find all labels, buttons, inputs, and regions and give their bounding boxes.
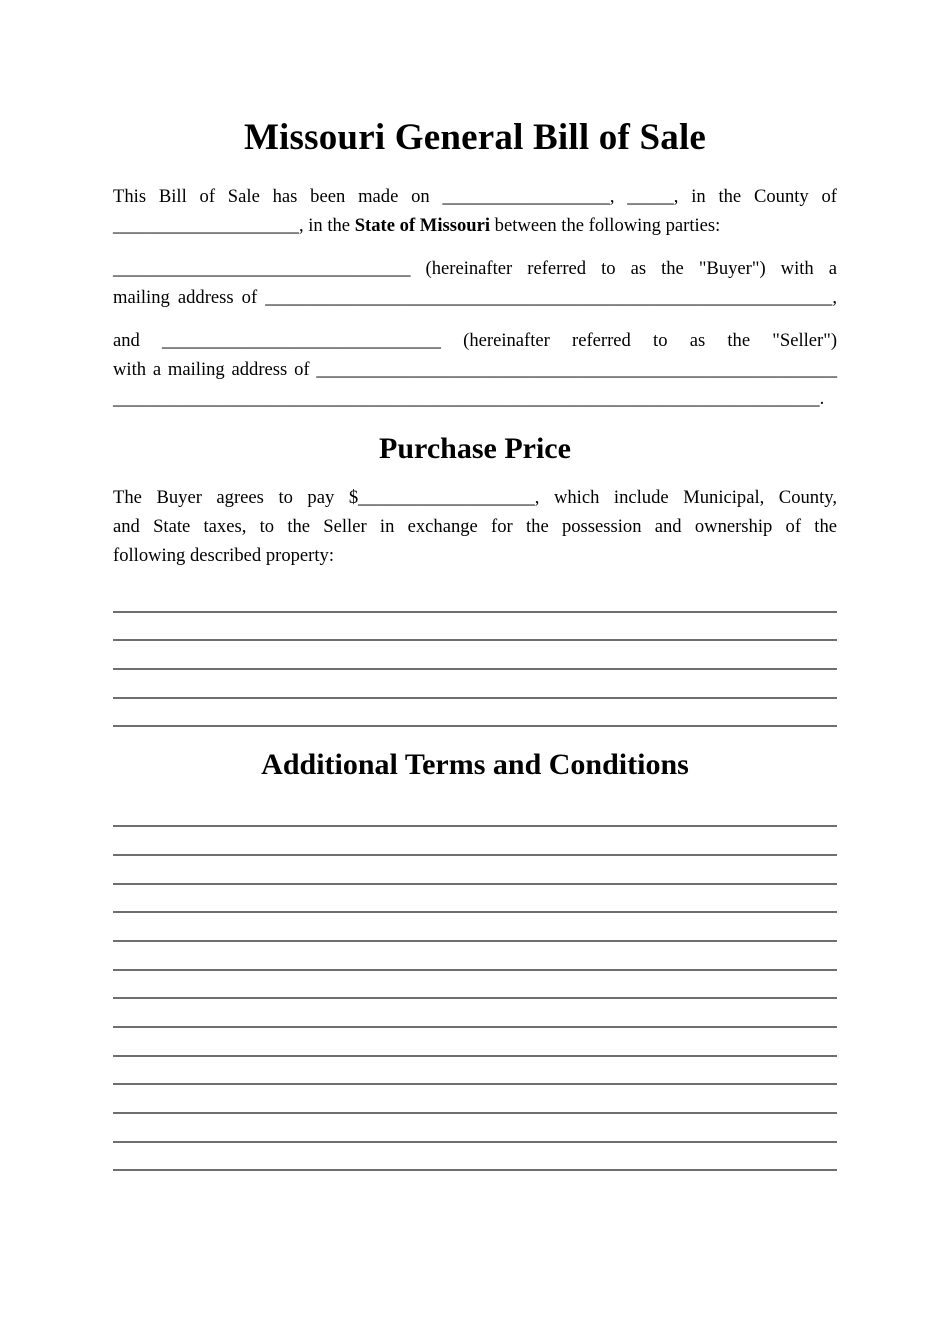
additional-terms-line: [113, 942, 837, 971]
text-segment: between the following parties:: [490, 215, 721, 236]
text-segment: (hereinafter referred to as the "Buyer") with a: [410, 258, 837, 279]
document-title: Missouri General Bill of Sale: [243, 117, 707, 158]
seller-address-blank-1: ________________________________________________________: [316, 359, 837, 380]
text-segment: following described property:: [113, 545, 335, 566]
additional-terms-line: [113, 999, 837, 1028]
paragraph-intro: [113, 182, 837, 240]
text-segment: ,: [832, 287, 837, 308]
text-segment: The Buyer agrees to pay $: [113, 487, 359, 508]
price-blank: ___________________: [358, 487, 535, 508]
additional-terms-line: [113, 885, 837, 914]
paragraph-line: [113, 326, 837, 355]
text-segment: ,: [609, 186, 628, 207]
paragraph-line: [113, 355, 837, 384]
text-segment: with a mailing address of: [113, 359, 317, 380]
year-blank: _____: [627, 186, 674, 207]
text-segment: , which include Municipal, County,: [534, 487, 837, 508]
paragraph-line: [113, 384, 837, 413]
additional-terms-line: [113, 1057, 837, 1086]
additional-terms-line: [113, 1085, 837, 1114]
paragraph-seller: [113, 326, 837, 413]
additional-terms-line: [113, 798, 837, 827]
paragraph-buyer: [113, 254, 837, 312]
paragraph-line: [113, 211, 837, 240]
paragraph-line: [113, 283, 837, 312]
text-segment: State of Missouri: [354, 215, 491, 236]
paragraph-line: [113, 483, 837, 512]
seller-name-blank: ______________________________: [162, 330, 441, 351]
text-segment: , in the: [298, 215, 355, 236]
paragraph-line: [113, 541, 837, 570]
additional-terms-line: [113, 827, 837, 856]
property-description-line: [113, 699, 837, 728]
section-heading-additional-terms: Additional Terms and Conditions: [261, 748, 689, 782]
additional-terms-line: [113, 1114, 837, 1143]
text-segment: mailing address of: [113, 287, 266, 308]
buyer-address-blank: _____________________________________________________________: [265, 287, 833, 308]
buyer-name-blank: ________________________________: [113, 258, 411, 279]
text-segment: , in the County of: [673, 186, 838, 207]
property-description-line: [113, 670, 837, 699]
additional-terms-line: [113, 971, 837, 1000]
paragraph-line: [113, 182, 837, 211]
paragraph-purchase-price: [113, 483, 837, 570]
paragraph-line: [113, 512, 837, 541]
additional-terms-line: [113, 856, 837, 885]
property-description-line: [113, 613, 837, 642]
text-segment: and: [113, 330, 163, 351]
text-segment: and State taxes, to the Seller in exchange for the possession and ownership of the: [113, 516, 837, 537]
property-description-lines: [113, 584, 837, 727]
property-description-line: [113, 641, 837, 670]
text-segment: .: [819, 388, 825, 409]
seller-address-blank-2: ____________________________________________________________________________: [113, 388, 820, 409]
text-segment: (hereinafter referred to as the "Seller"): [440, 330, 838, 351]
additional-terms-line: [113, 1028, 837, 1057]
property-description-line: [113, 584, 837, 613]
paragraph-line: [113, 254, 837, 283]
section-heading-purchase-price: Purchase Price: [379, 432, 571, 465]
additional-terms-lines: [113, 798, 837, 1171]
additional-terms-line: [113, 913, 837, 942]
county-blank: ____________________: [113, 215, 299, 236]
text-segment: This Bill of Sale has been made on: [113, 186, 443, 207]
date-blank: __________________: [442, 186, 610, 207]
additional-terms-line: [113, 1143, 837, 1172]
